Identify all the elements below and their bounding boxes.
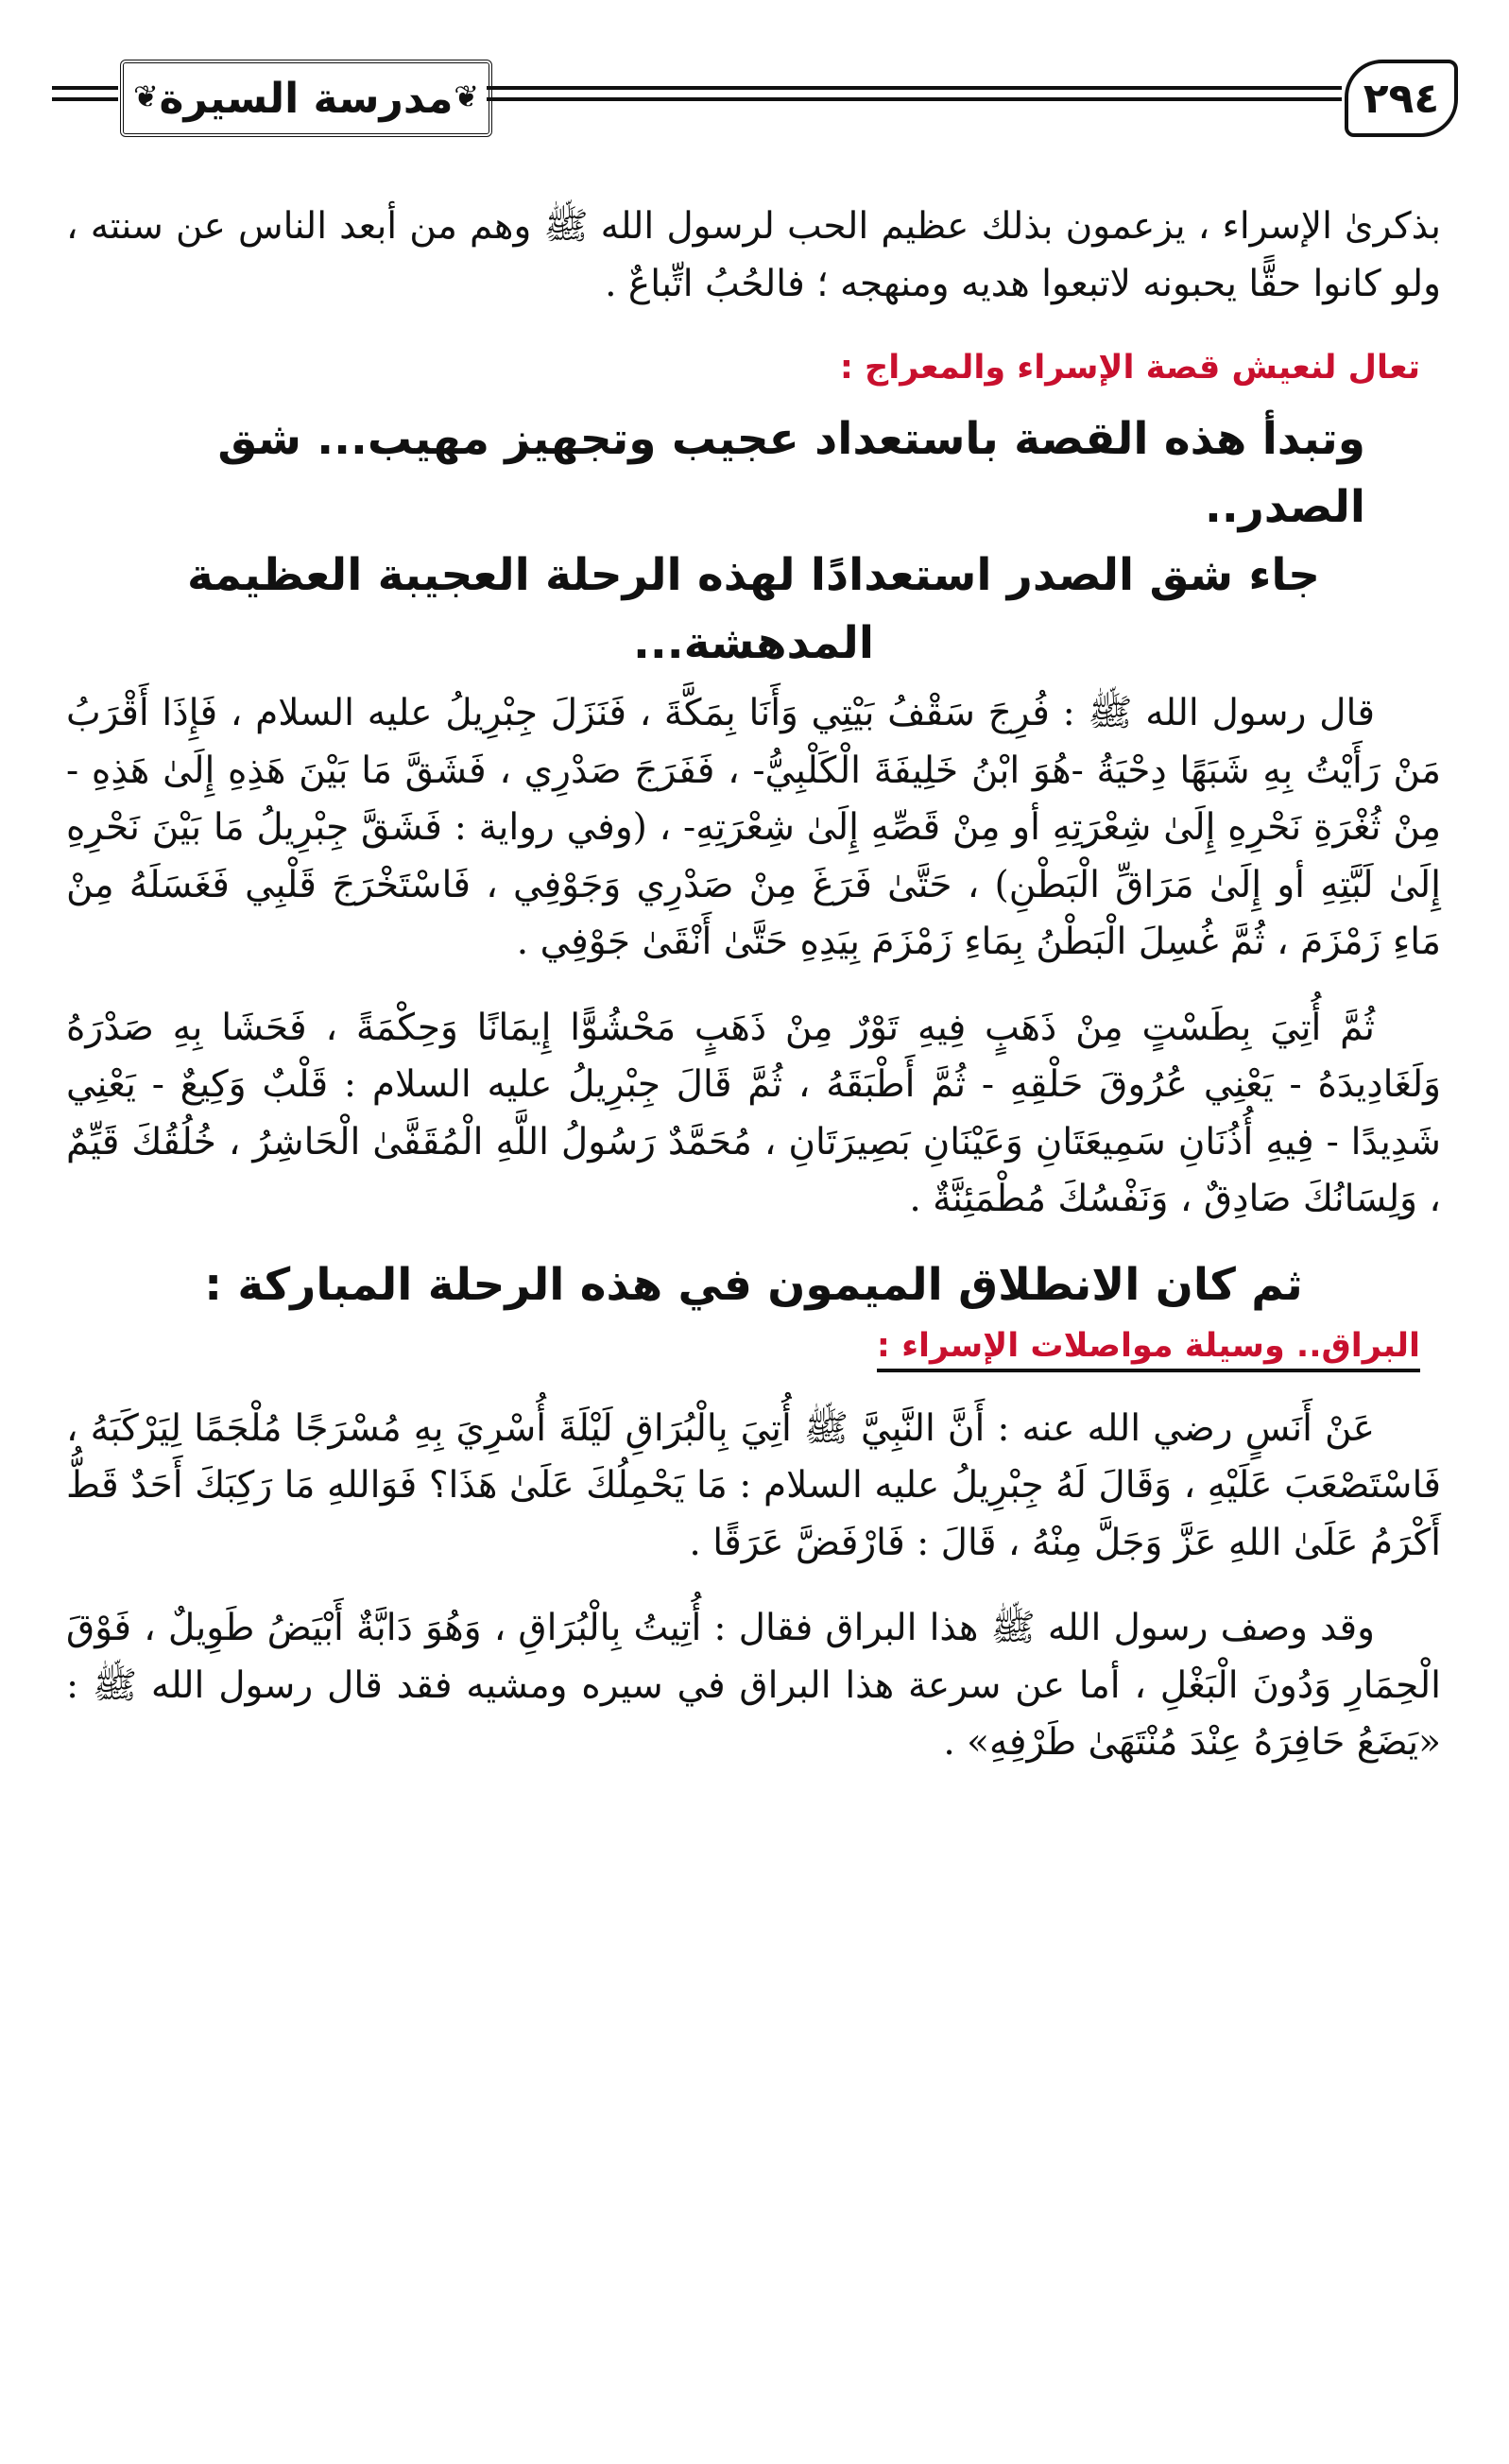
header-rule: [487, 97, 1342, 101]
header-rule: [52, 86, 118, 90]
page-body: [66, 198, 1441, 1772]
paragraph-intro: بذكرىٰ الإسراء ، يزعمون بذلك عظيم الحب لرسول الله ﷺ وهم من أبعد الناس عن سنته ، ولو كانوا حقًّا يحبونه لاتبعوا هديه ومنهجه ؛ فالحُبُ اتِّباعٌ .: [66, 205, 1441, 305]
paragraph-hadith: عَنْ أَنَسٍ رضي الله عنه : أَنَّ النَّبِيَّ ﷺ أُتِيَ بِالْبُرَاقِ لَيْلَةَ أُسْرِيَ بِهِ مُسْرَجًا مُلْجَمًا لِيَرْكَبَهُ ، فَاسْتَصْعَبَ عَلَيْهِ ، وَقَالَ لَهُ جِبْرِيلُ عليه السلام : مَا يَحْمِلُكَ عَلَىٰ هَذَا؟ فَوَاللهِ مَا رَكِبَكَ أَحَدٌ قَطُّ أَكْرَمُ عَلَىٰ اللهِ عَزَّ وَجَلَّ مِنْهُ ، قَالَ : فَارْفَضَّ عَرَقًا .: [66, 1406, 1441, 1564]
section-subheading: البراق.. وسيلة مواصلات الإسراء :: [877, 1327, 1420, 1372]
section-subheading: تعال لنعيش قصة الإسراء والمعراج :: [839, 349, 1420, 387]
section-heading: ثم كان الانطلاق الميمون في هذه الرحلة المباركة :: [204, 1258, 1303, 1311]
page-number: ٢٩٤: [1345, 60, 1458, 137]
page-header: [52, 52, 1457, 137]
header-rule: [52, 97, 118, 101]
header-rule: [487, 86, 1342, 90]
book-title: ❦ مدرسة السيرة ❦: [120, 60, 492, 137]
paragraph-description: وقد وصف رسول الله ﷺ هذا البراق فقال : أُتِيتُ بِالْبُرَاقِ ، وَهُوَ دَابَّةٌ أَبْيَضُ طَوِيلٌ ، فَوْقَ الْحِمَارِ وَدُونَ الْبَغْلِ ، أما عن سرعة هذا البراق في سيره ومشيه فقد قال رسول الله ﷺ : «يَضَعُ حَافِرَهُ عِنْدَ مُنْتَهَىٰ طَرْفِهِ» .: [66, 1607, 1441, 1764]
paragraph-hadith: قال رسول الله ﷺ : فُرِجَ سَقْفُ بَيْتِي وَأَنَا بِمَكَّةَ ، فَنَزَلَ جِبْرِيلُ عليه السلام ، فَإِذَا أَقْرَبُ مَنْ رَأَيْتُ بِهِ شَبَهًا دِحْيَةُ -هُوَ ابْنُ خَلِيفَةَ الْكَلْبِيُّ- ، فَفَرَجَ صَدْرِي ، فَشَقَّ مَا بَيْنَ هَذِهِ إِلَىٰ هَذِهِ - مِنْ ثُغْرَةِ نَحْرِهِ إِلَىٰ شِعْرَتِهِ أو مِنْ قَصِّهِ إِلَىٰ شِعْرَتِهِ- ، (وفي رواية : فَشَقَّ جِبْرِيلُ مَا بَيْنَ نَحْرِهِ إِلَىٰ لَبَّتِهِ أو إِلَىٰ مَرَاقِّ الْبَطْنِ) ، حَتَّىٰ فَرَغَ مِنْ صَدْرِي وَجَوْفِي ، فَاسْتَخْرَجَ قَلْبِي فَغَسَلَهُ مِنْ مَاءِ زَمْزَمَ ، ثُمَّ غُسِلَ الْبَطْنُ بِمَاءِ زَمْزَمَ بِيَدِهِ حَتَّىٰ أَنْقَىٰ جَوْفِي .: [66, 692, 1441, 963]
section-heading: جاء شق الصدر استعدادًا لهذه الرحلة العجيبة العظيمة المدهشة...: [187, 549, 1320, 669]
section-heading: وتبدأ هذه القصة باستعداد عجيب وتجهيز مهيب... شق الصدر..: [217, 413, 1365, 533]
paragraph-hadith: ثُمَّ أُتِيَ بِطَسْتٍ مِنْ ذَهَبٍ فِيهِ تَوْرٌ مِنْ ذَهَبٍ مَحْشُوًّا إِيمَانًا وَحِكْمَةً ، فَحَشَا بِهِ صَدْرَهُ وَلَغَادِيدَهُ - يَعْنِي عُرُوقَ حَلْقِهِ - ثُمَّ أَطْبَقَهُ ، ثُمَّ قَالَ جِبْرِيلُ عليه السلام : قَلْبٌ وَكِيعٌ - يَعْنِي شَدِيدًا - فِيهِ أُذُنَانِ سَمِيعَتَانِ وَعَيْنَانِ بَصِيرَتَانِ ، مُحَمَّدٌ رَسُولُ اللَّهِ الْمُقَفَّىٰ الْحَاشِرُ ، خُلُقُكَ قَيِّمٌ ، وَلِسَانُكَ صَادِقٌ ، وَنَفْسُكَ مُطْمَئِنَّةٌ .: [66, 1006, 1441, 1220]
